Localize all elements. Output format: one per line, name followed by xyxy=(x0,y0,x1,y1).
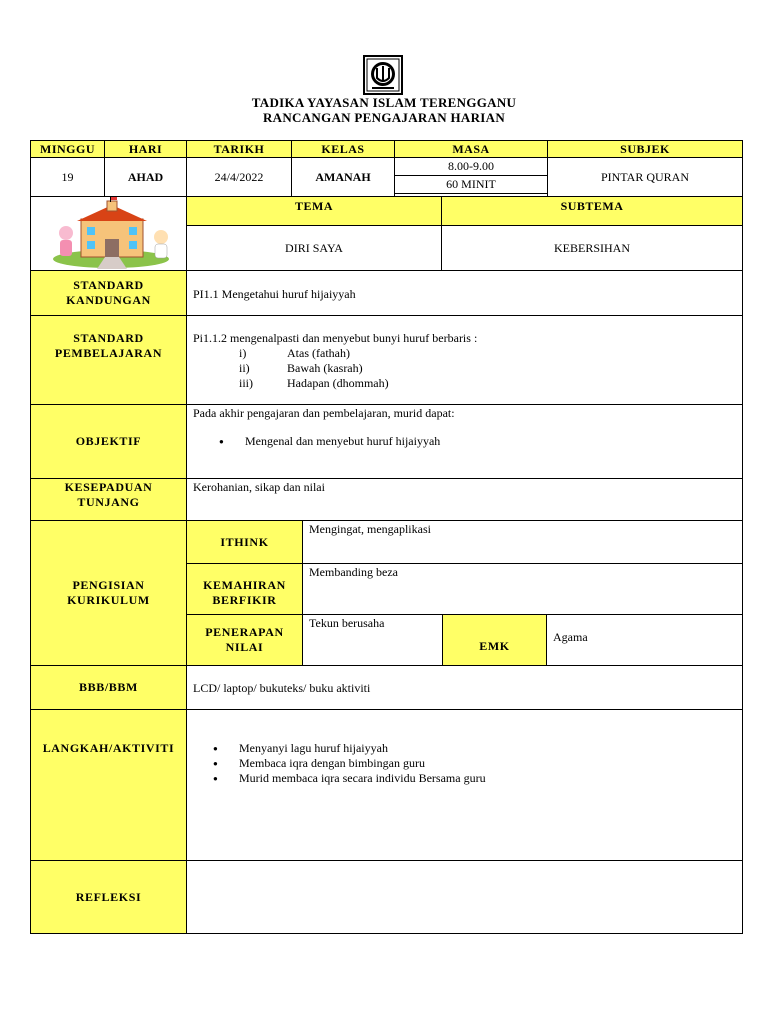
objektif-value xyxy=(186,404,743,479)
pembelajaran-item-num: i) xyxy=(239,346,247,360)
pembelajaran-item xyxy=(193,346,736,361)
langkah-label-text: LANGKAH/AKTIVITI xyxy=(42,741,175,755)
col-header-hari: HARI xyxy=(104,140,187,158)
kemahiran-label-line1: KEMAHIRAN xyxy=(203,578,286,592)
standard-kandungan-label xyxy=(30,270,187,316)
standard-pembelajaran-value xyxy=(186,315,743,405)
emk-label-text: EMK xyxy=(479,638,510,653)
minggu-value: 19 xyxy=(30,157,105,197)
standard-kandungan-label-line1: STANDARD xyxy=(73,278,144,292)
objektif-label xyxy=(30,404,187,479)
ithink-label xyxy=(186,520,303,564)
langkah-list xyxy=(187,741,742,786)
kemahiran-label xyxy=(186,563,303,615)
kemahiran-label-line2: BERFIKIR xyxy=(212,593,277,607)
pembelajaran-item-num: iii) xyxy=(239,376,253,390)
emk-value: Agama xyxy=(546,614,743,666)
tema-header: TEMA xyxy=(186,196,442,226)
ithink-value: Mengingat, mengaplikasi xyxy=(302,520,743,564)
pengisian-label-line1: PENGISIAN xyxy=(72,578,145,592)
objektif-intro: Pada akhir pengajaran dan pembelajaran, murid dapat: xyxy=(193,406,455,420)
list-item: ● Membaca iqra dengan bimbingan guru xyxy=(187,756,742,771)
langkah-label xyxy=(30,709,187,861)
kesepaduan-value: Kerohanian, sikap dan nilai xyxy=(186,478,743,521)
pembelajaran-item-text: Atas (fathah) xyxy=(287,346,350,360)
kesepaduan-label-line2: TUNJANG xyxy=(77,495,140,509)
kesepaduan-label-line1: KESEPADUAN xyxy=(64,480,153,494)
standard-pembelajaran-text: Pi1.1.2 mengenalpasti dan menyebut bunyi huruf berbaris : xyxy=(193,331,478,345)
hari-value: AHAD xyxy=(104,157,187,197)
objektif-list xyxy=(193,434,736,449)
penerapan-label-line1: PENERAPAN xyxy=(205,625,284,639)
pembelajaran-item-num: ii) xyxy=(239,361,250,375)
masa-time-value: 8.00-9.00 xyxy=(394,157,548,176)
tarikh-value: 24/4/2022 xyxy=(186,157,292,197)
bbb-label xyxy=(30,665,187,710)
col-header-minggu: MINGGU xyxy=(30,140,105,158)
langkah-value xyxy=(186,709,743,861)
refleksi-label xyxy=(30,860,187,934)
col-header-tarikh: TARIKH xyxy=(186,140,292,158)
school-building-children-illustration-icon xyxy=(31,197,186,270)
page-title: TADIKA YAYASAN ISLAM TERENGGANU xyxy=(251,95,517,110)
standard-kandungan-label-line2: KANDUNGAN xyxy=(66,293,151,307)
subtema-header: SUBTEMA xyxy=(441,196,743,226)
objektif-label-text: OBJEKTIF xyxy=(75,434,142,448)
list-item: ● Mengenal dan menyebut huruf hijaiyyah xyxy=(193,434,736,449)
penerapan-label-line2: NILAI xyxy=(225,640,264,654)
kesepaduan-label xyxy=(30,478,187,521)
illustration-cell xyxy=(30,196,187,271)
bbb-label-text: BBB/BBM xyxy=(79,680,138,694)
pengisian-label xyxy=(30,520,187,666)
emk-label xyxy=(442,614,547,666)
list-item: ● Murid membaca iqra secara individu Bersama guru xyxy=(187,771,742,786)
subtema-value: KEBERSIHAN xyxy=(441,225,743,271)
tema-value: DIRI SAYA xyxy=(186,225,442,271)
page-subtitle: RANCANGAN PENGAJARAN HARIAN xyxy=(262,110,506,125)
pembelajaran-item-text: Bawah (kasrah) xyxy=(287,361,363,375)
subjek-value: PINTAR QURAN xyxy=(547,157,743,197)
pembelajaran-item-text: Hadapan (dhommah) xyxy=(287,376,389,390)
col-header-masa: MASA xyxy=(394,140,548,158)
masa-duration-value: 60 MINIT xyxy=(394,175,548,194)
school-logo xyxy=(362,54,404,96)
standard-pembelajaran-label-line1: STANDARD xyxy=(73,331,144,345)
pembelajaran-item xyxy=(193,376,736,391)
refleksi-value xyxy=(186,860,743,934)
ithink-label-text: ITHINK xyxy=(220,534,269,549)
col-header-kelas: KELAS xyxy=(291,140,395,158)
standard-pembelajaran-label-line2: PEMBELAJARAN xyxy=(54,346,163,360)
list-item: ● Menyanyi lagu huruf hijaiyyah xyxy=(187,741,742,756)
penerapan-label xyxy=(186,614,303,666)
penerapan-value: Tekun berusaha xyxy=(302,614,443,666)
refleksi-label-text: REFLEKSI xyxy=(75,889,142,904)
pembelajaran-item xyxy=(193,361,736,376)
kemahiran-value: Membanding beza xyxy=(302,563,743,615)
standard-kandungan-value: PI1.1 Mengetahui huruf hijaiyyah xyxy=(186,270,743,316)
standard-pembelajaran-label xyxy=(30,315,187,405)
col-header-subjek: SUBJEK xyxy=(547,140,743,158)
bbb-value: LCD/ laptop/ bukuteks/ buku aktiviti xyxy=(186,665,743,710)
kelas-value: AMANAH xyxy=(291,157,395,197)
pengisian-label-line2: KURIKULUM xyxy=(67,593,150,607)
school-emblem-logo-icon xyxy=(362,54,404,96)
